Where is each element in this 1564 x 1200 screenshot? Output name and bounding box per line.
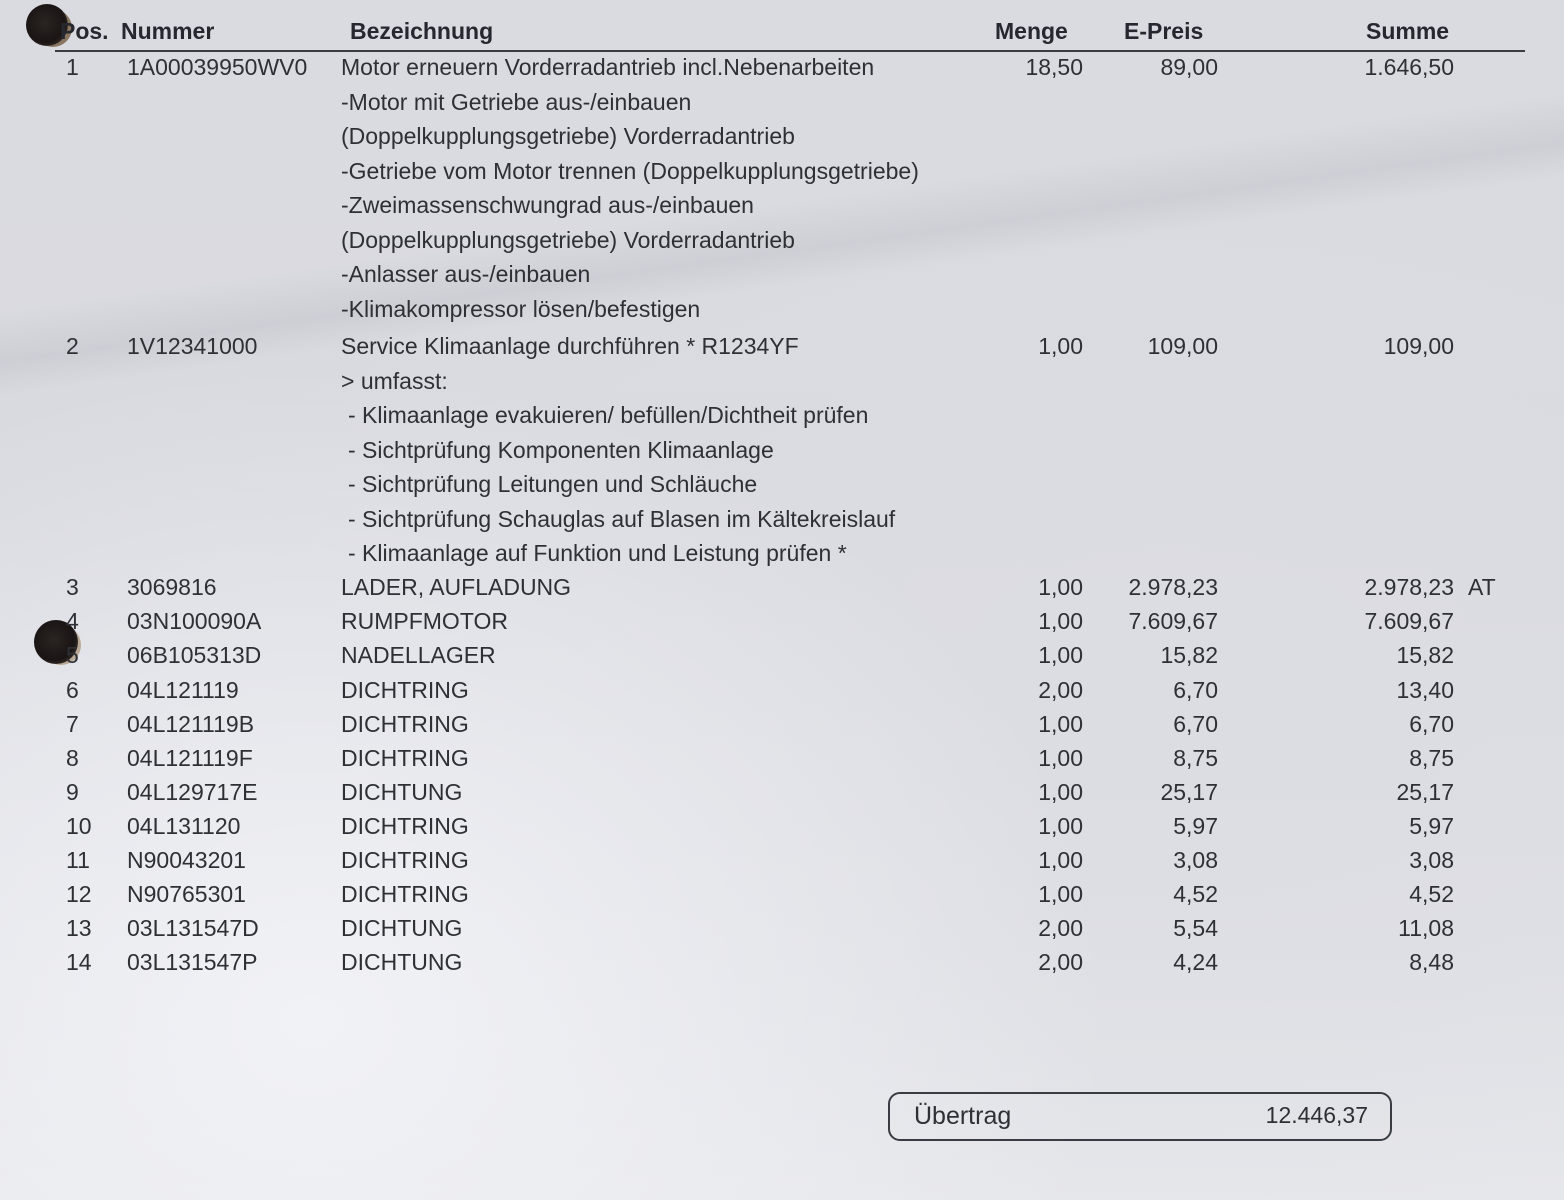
position-number: 3	[66, 574, 79, 600]
part-number: 3069816	[127, 574, 217, 600]
unit-price: 109,00	[1147, 333, 1218, 359]
position-number: 12	[66, 881, 92, 907]
position-number: 1	[66, 54, 79, 80]
item-quantity: 1,00	[1038, 813, 1083, 839]
position-number: 5	[66, 642, 79, 668]
line-total: 3,08	[1409, 847, 1454, 873]
item-description: Motor erneuern Vorderradantrieb incl.Nebenarbeiten	[341, 54, 875, 80]
item-quantity: 1,00	[1038, 608, 1083, 634]
part-number: 04L131120	[127, 813, 241, 839]
unit-price: 89,00	[1160, 54, 1218, 80]
item-quantity: 2,00	[1038, 915, 1083, 941]
line-total: 5,97	[1409, 813, 1454, 839]
item-detail-line: - Sichtprüfung Leitungen und Schläuche	[348, 471, 758, 497]
item-quantity: 1,00	[1038, 642, 1083, 668]
line-total: 4,52	[1409, 881, 1454, 907]
unit-price: 7.609,67	[1128, 608, 1218, 634]
tax-code: AT	[1468, 574, 1496, 600]
item-quantity: 1,00	[1038, 333, 1083, 359]
item-quantity: 1,00	[1038, 574, 1083, 600]
item-quantity: 2,00	[1038, 949, 1083, 975]
part-number: 1A00039950WV0	[127, 54, 308, 80]
line-total: 2.978,23	[1364, 574, 1454, 600]
item-description: LADER, AUFLADUNG	[341, 574, 572, 600]
part-number: N90043201	[127, 847, 246, 873]
item-description: DICHTRING	[341, 813, 469, 839]
item-detail-line: - Sichtprüfung Schauglas auf Blasen im Kältekreislauf	[348, 505, 896, 532]
position-number: 8	[66, 745, 79, 771]
line-total: 15,82	[1396, 642, 1454, 668]
unit-price: 15,82	[1160, 642, 1218, 668]
position-number: 6	[66, 677, 79, 703]
item-description: DICHTRING	[341, 677, 469, 703]
item-detail-line: - Klimaanlage auf Funktion und Leistung prüfen *	[348, 540, 847, 566]
line-total: 25,17	[1396, 779, 1454, 805]
item-quantity: 2,00	[1038, 677, 1083, 703]
item-detail-line: (Doppelkupplungsgetriebe) Vorderradantrieb	[341, 123, 795, 149]
unit-price: 5,54	[1173, 915, 1218, 941]
unit-price: 4,24	[1173, 949, 1218, 975]
item-description: Service Klimaanlage durchführen * R1234YF	[341, 333, 799, 359]
header-epreis: E-Preis	[1124, 18, 1204, 44]
item-detail-line: -Zweimassenschwungrad aus-/einbauen	[341, 192, 754, 218]
unit-price: 6,70	[1173, 677, 1218, 703]
item-detail-line: (Doppelkupplungsgetriebe) Vorderradantrieb	[341, 226, 795, 253]
header-bezeichnung: Bezeichnung	[350, 18, 494, 44]
line-total: 8,75	[1409, 745, 1454, 771]
item-detail-line: - Klimaanlage evakuieren/ befüllen/Dichtheit prüfen	[348, 402, 869, 428]
item-detail-line: > umfasst:	[341, 367, 448, 394]
item-description: DICHTRING	[341, 711, 469, 737]
item-description: DICHTRING	[341, 881, 469, 907]
item-detail-line: -Motor mit Getriebe aus-/einbauen	[341, 88, 692, 115]
item-description: DICHTRING	[341, 847, 469, 873]
carry-over-label: Übertrag	[914, 1102, 1012, 1130]
item-detail-line: -Getriebe vom Motor trennen (Doppelkupplungsgetriebe)	[341, 157, 919, 184]
item-quantity: 18,50	[1025, 54, 1083, 80]
item-quantity: 1,00	[1038, 745, 1083, 771]
part-number: 04L121119	[127, 677, 239, 703]
position-number: 4	[66, 608, 79, 634]
position-number: 7	[66, 711, 79, 737]
item-detail-line: - Sichtprüfung Komponenten Klimaanlage	[348, 436, 774, 463]
position-number: 2	[66, 333, 79, 359]
header-pos: Pos.	[60, 18, 109, 44]
item-description: DICHTRING	[341, 745, 469, 771]
unit-price: 6,70	[1173, 711, 1218, 737]
header-summe: Summe	[1366, 18, 1450, 44]
item-description: DICHTUNG	[341, 915, 463, 941]
part-number: 03L131547P	[127, 949, 258, 975]
item-description: DICHTUNG	[341, 949, 463, 975]
header-divider	[55, 50, 1525, 52]
item-description: DICHTUNG	[341, 779, 463, 805]
part-number: 04L121119B	[127, 711, 255, 737]
position-number: 10	[66, 813, 92, 839]
item-quantity: 1,00	[1038, 881, 1083, 907]
line-total: 109,00	[1383, 333, 1454, 359]
item-description: NADELLAGER	[341, 642, 496, 668]
unit-price: 2.978,23	[1128, 574, 1218, 600]
position-number: 14	[66, 949, 92, 975]
unit-price: 4,52	[1173, 881, 1218, 907]
line-total: 7.609,67	[1364, 608, 1454, 634]
line-total: 11,08	[1398, 915, 1454, 941]
part-number: 04L129717E	[127, 779, 258, 805]
part-number: 1V12341000	[127, 333, 258, 359]
part-number: 06B105313D	[127, 642, 262, 668]
position-number: 9	[66, 779, 79, 805]
item-description: RUMPFMOTOR	[341, 608, 508, 634]
item-detail-line: -Anlasser aus-/einbauen	[341, 261, 591, 287]
item-detail-line: -Klimakompressor lösen/befestigen	[341, 295, 701, 322]
line-total: 8,48	[1409, 949, 1454, 975]
position-number: 13	[66, 915, 92, 941]
position-number: 11	[66, 847, 90, 873]
item-quantity: 1,00	[1038, 779, 1083, 805]
header-menge: Menge	[995, 18, 1068, 44]
part-number: 04L121119F	[127, 745, 253, 771]
line-total: 6,70	[1409, 711, 1454, 737]
unit-price: 25,17	[1160, 779, 1218, 805]
part-number: 03N100090A	[127, 608, 262, 634]
line-total: 1.646,50	[1364, 54, 1454, 80]
unit-price: 5,97	[1173, 813, 1218, 839]
item-quantity: 1,00	[1038, 711, 1083, 737]
carry-over-value: 12.446,37	[1265, 1102, 1368, 1128]
part-number: N90765301	[127, 881, 246, 907]
part-number: 03L131547D	[127, 915, 259, 941]
header-nummer: Nummer	[121, 18, 215, 44]
item-quantity: 1,00	[1038, 847, 1083, 873]
unit-price: 8,75	[1173, 745, 1218, 771]
line-total: 13,40	[1396, 677, 1454, 703]
unit-price: 3,08	[1173, 847, 1218, 873]
carry-over-box	[888, 1092, 1392, 1141]
